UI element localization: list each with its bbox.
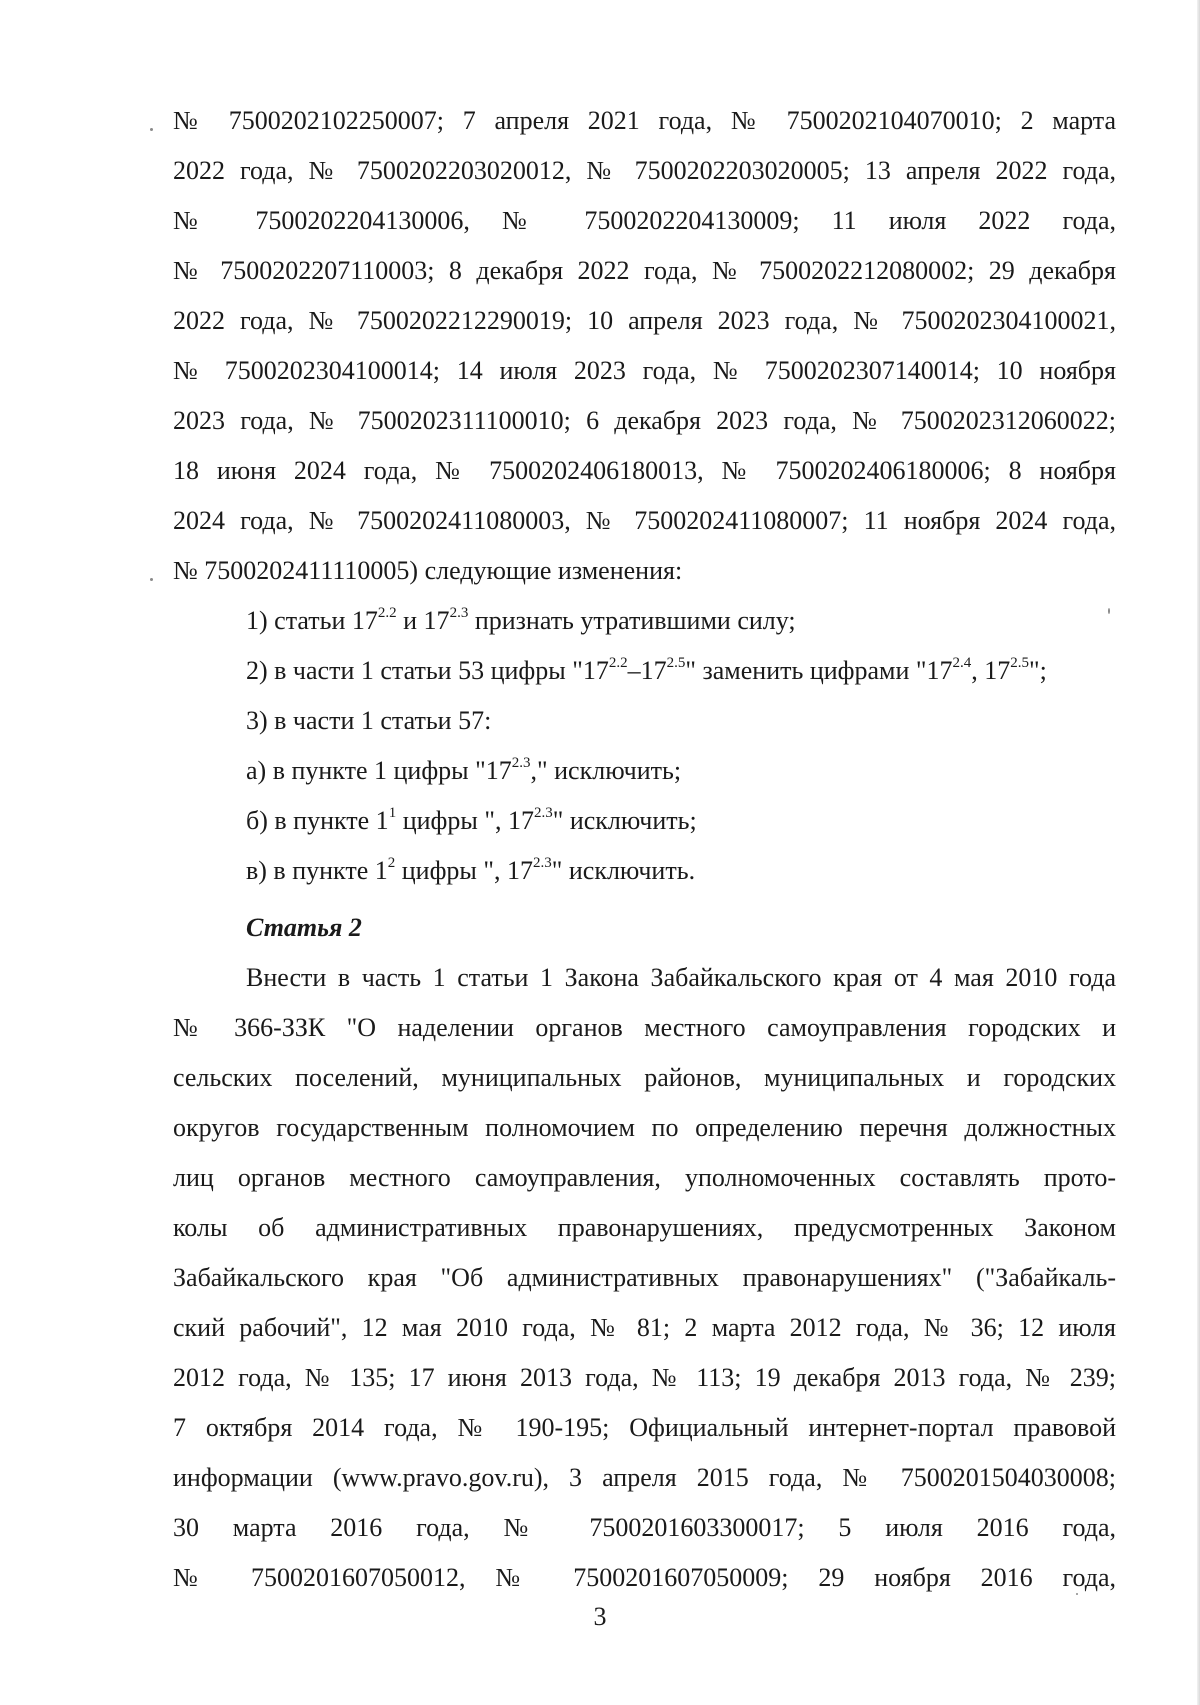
list-item-1: 1) статьи $17^{2.2}$ и $17^{2.3}$ признать утратившими силу;	[246, 605, 796, 635]
paragraph-line: № 7500202304100014; 14 июля 2023 года, № 7500202307140014; 10 ноября	[173, 356, 1116, 385]
scan-speck	[1108, 608, 1110, 614]
article-line: информации (www.pravo.gov.ru), 3 апреля 2015 года, № 7500201504030008;	[173, 1463, 1116, 1492]
article-heading: Статья 2	[246, 913, 362, 942]
list-item-3: 3) в части 1 статьи 57:	[246, 706, 492, 735]
page-number: 3	[593, 1602, 607, 1631]
list-item-b: б) в пункте $1^1$ цифры ", $17^{2.3}$" исключить;	[246, 805, 697, 835]
paragraph-line: 2022 года, № 7500202203020012, № 7500202203020005; 13 апреля 2022 года,	[173, 156, 1116, 185]
article-line: колы об административных правонарушениях, предусмотренных Законом	[173, 1213, 1116, 1242]
paragraph-line: № 7500202411110005) следующие изменения:	[173, 556, 683, 585]
scan-speck	[150, 128, 153, 131]
paragraph-line: № 7500202204130006, № 7500202204130009; 11 июля 2022 года,	[173, 206, 1116, 235]
article-line: 30 марта 2016 года, № 7500201603300017; 5 июля 2016 года,	[173, 1513, 1116, 1542]
article-line: 7 октября 2014 года, № 190-195; Официальный интернет-портал правовой	[173, 1413, 1116, 1442]
list-item-2: 2) в части 1 статьи 53 цифры "$17^{2.2}-17^{2.5}$" заменить цифрами "$17^{2.4}$, $17^{2.5}$";	[246, 655, 1047, 685]
paragraph-line: 18 июня 2024 года, № 7500202406180013, № 7500202406180006; 8 ноября	[173, 456, 1116, 485]
paragraph-line: 2023 года, № 7500202311100010; 6 декабря 2023 года, № 7500202312060022;	[173, 406, 1116, 435]
article-line: № 7500201607050012, № 7500201607050009; 29 ноября 2016 года,	[173, 1563, 1116, 1592]
list-item-v: в) в пункте $1^2$ цифры ", $17^{2.3}$" исключить.	[246, 855, 696, 885]
paragraph-line: 2024 года, № 7500202411080003, № 7500202411080007; 11 ноября 2024 года,	[173, 506, 1116, 535]
paragraph-line: № 7500202102250007; 7 апреля 2021 года, № 7500202104070010; 2 марта	[173, 106, 1116, 135]
paragraph-line: 2022 года, № 7500202212290019; 10 апреля 2023 года, № 7500202304100021,	[173, 306, 1116, 335]
scan-speck	[150, 578, 153, 581]
article-line: округов государственным полномочием по определению перечня должностных	[173, 1113, 1116, 1142]
article-line: Внести в часть 1 статьи 1 Закона Забайкальского края от 4 мая 2010 года	[246, 963, 1116, 992]
article-line: Забайкальского края "Об административных правонарушениях" ("Забайкаль-	[173, 1263, 1116, 1292]
list-item-a: а) в пункте 1 цифры "$17^{2.3}$," исключить;	[246, 755, 682, 785]
scan-speck	[1076, 1593, 1078, 1595]
article-line: ский рабочий", 12 мая 2010 года, № 81; 2 марта 2012 года, № 36; 12 июля	[173, 1313, 1116, 1342]
article-line: 2012 года, № 135; 17 июня 2013 года, № 113; 19 декабря 2013 года, № 239;	[173, 1363, 1116, 1392]
article-line: № 366-ЗЗК "О наделении органов местного самоуправления городских и	[173, 1013, 1116, 1042]
paragraph-line: № 7500202207110003; 8 декабря 2022 года, № 7500202212080002; 29 декабря	[173, 256, 1116, 285]
article-line: лиц органов местного самоуправления, уполномоченных составлять прото-	[173, 1163, 1116, 1192]
article-line: сельских поселений, муниципальных районов, муниципальных и городских	[173, 1063, 1116, 1092]
